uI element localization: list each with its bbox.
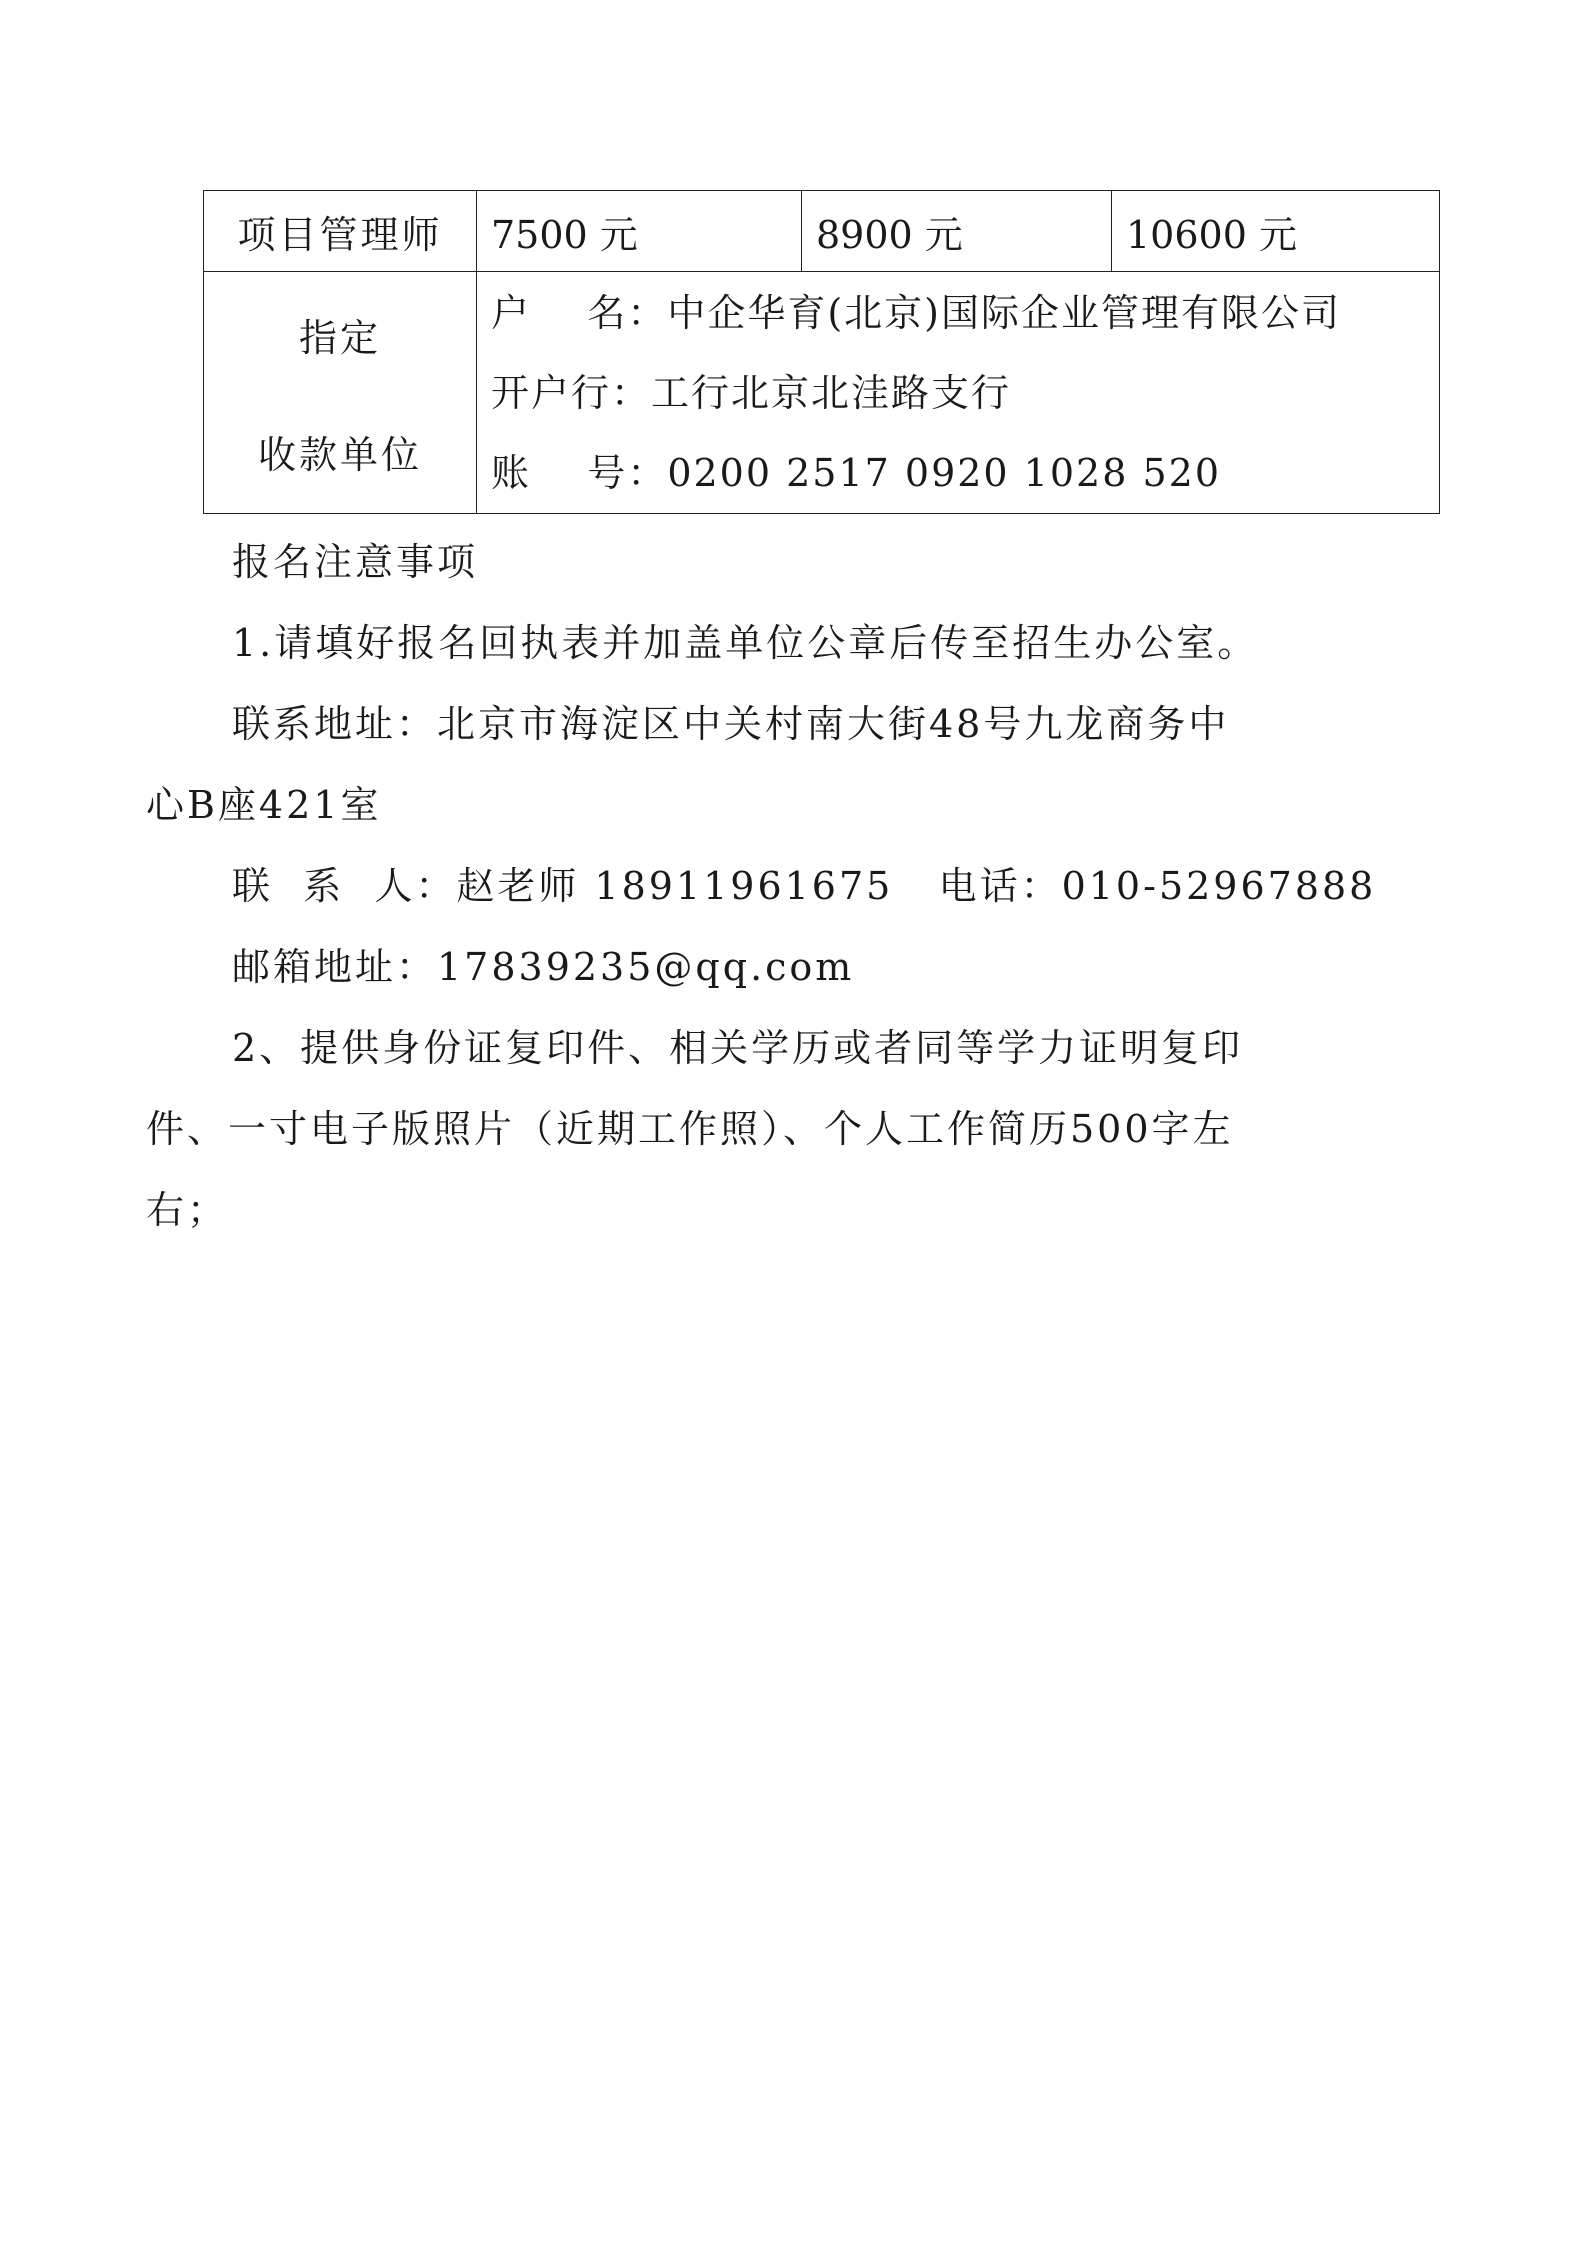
table-row [204,272,1440,514]
address-line-1: 联系地址：北京市海淀区中关村南大街48号九龙商务中 [232,702,1230,746]
contact-line: 联 系 人：赵老师 18911961675 电话：010-52967888 [232,864,1377,908]
email-line: 邮箱地址：17839235@qq.com [232,945,855,989]
note-item-2-line-3: 右； [146,1188,229,1232]
payee-label-line2: 收款单位 [257,432,422,477]
fee-cell: 7500 元 [477,191,802,272]
fee-cell: 8900 元 [802,191,1112,272]
note-item-2-line-2: 件、一寸电子版照片（近期工作照）、个人工作简历500字左 [146,1107,1234,1151]
notes-section [146,522,1392,1251]
fee-cell: 10600 元 [1112,191,1440,272]
notes-heading: 报名注意事项 [232,540,479,584]
note-item-1: 1.请填好报名回执表并加盖单位公章后传至招生办公室。 [232,621,1259,665]
address-line-2: 心B座421室 [146,783,382,827]
bank-branch: 开户行：工行北京北洼路支行 [491,370,1012,415]
account-number: 账 号：0200 2517 0920 1028 520 [491,450,1221,495]
table-row [204,191,1440,272]
account-name: 户 名：中企华育(北京)国际企业管理有限公司 [491,290,1341,335]
bank-info-cell [477,272,1440,514]
fee-table [203,190,1440,514]
role-label: 项目管理师 [204,191,477,272]
note-item-2-line-1: 2、提供身份证复印件、相关学历或者同等学力证明复印 [232,1026,1244,1070]
payee-label-cell [204,272,477,514]
payee-label-line1: 指定 [298,315,381,360]
